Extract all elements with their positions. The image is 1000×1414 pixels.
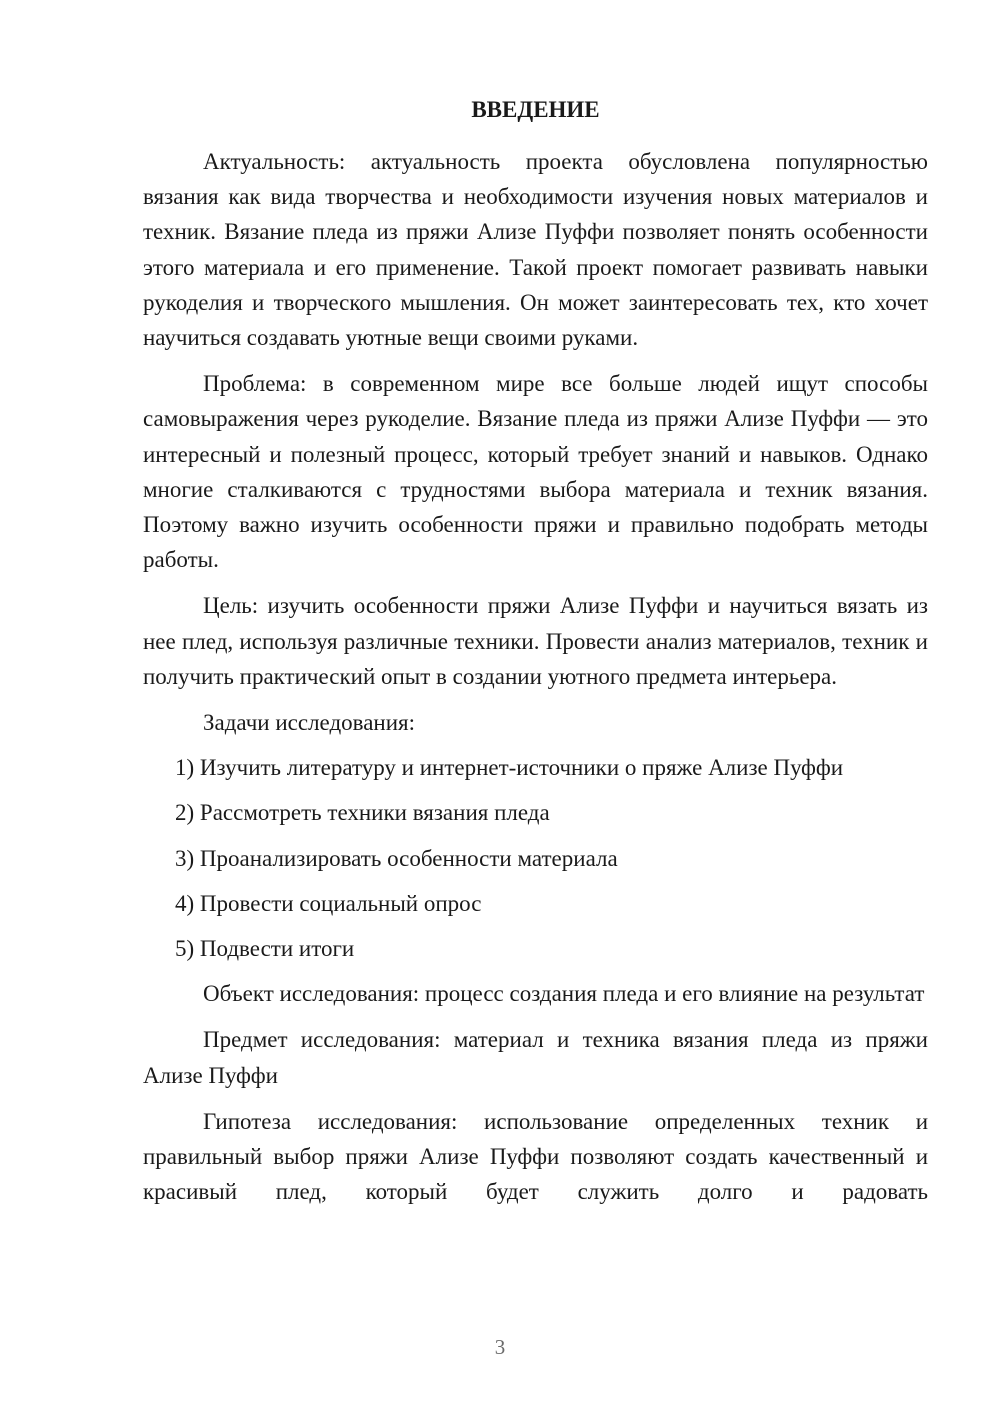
paragraph-goal: Цель: изучить особенности пряжи Ализе Пуффи и научиться вязать из нее плед, используя различные техники. Провести анализ материалов, техник и получить практический опыт в создании уютного предмета интерьера. bbox=[143, 593, 928, 689]
task-item: 1) Изучить литературу и интернет-источники о пряже Ализе Пуффи bbox=[175, 755, 844, 781]
paragraph-object: Объект исследования: процесс создания пледа и его влияние на результат bbox=[203, 981, 925, 1007]
task-item: 3) Проанализировать особенности материала bbox=[175, 845, 618, 871]
paragraph-problem: Проблема: в современном мире все больше людей ищут способы самовыражения через рукоделие. Вязание пледа из пряжи Ализе Пуффи — это интересный и полезный процесс, который требует знаний и навыков. Однако многие сталкиваются с трудностями выбора материала и техник вязания. Поэтому важно изучить особенности пряжи и правильно подобрать методы работы. bbox=[143, 371, 928, 573]
paragraph-subject: Предмет исследования: материал и техника вязания пледа из пряжи Ализе Пуффи bbox=[143, 1027, 928, 1088]
paragraph-hypothesis: Гипотеза исследования: использование определенных техник и правильный выбор пряжи Ализе Пуффи позволяют создать качественный и красивый плед, который будет служить долго и радовать bbox=[143, 1108, 928, 1205]
tasks-list bbox=[143, 750, 928, 966]
task-item: 2) Рассмотреть техники вязания пледа bbox=[175, 800, 550, 826]
task-item: 5) Подвести итоги bbox=[175, 936, 355, 962]
section-heading: ВВЕДЕНИЕ bbox=[471, 97, 600, 122]
task-item: 4) Провести социальный опрос bbox=[175, 890, 482, 916]
paragraph-relevance: Актуальность: актуальность проекта обусловлена популярностью вязания как вида творчества и необходимости изучения новых материалов и техник. Вязание пледа из пряжи Ализе Пуффи позволяет понять особенности этого материала и его применение. Такой проект помогает развивать навыки рукоделия и творческого мышления. Он может заинтересовать тех, кто хочет научиться создавать уютные вещи своими руками. bbox=[143, 149, 928, 351]
page-content bbox=[143, 96, 928, 1220]
tasks-title: Задачи исследования: bbox=[203, 710, 416, 736]
page-number: 3 bbox=[494, 1335, 506, 1359]
